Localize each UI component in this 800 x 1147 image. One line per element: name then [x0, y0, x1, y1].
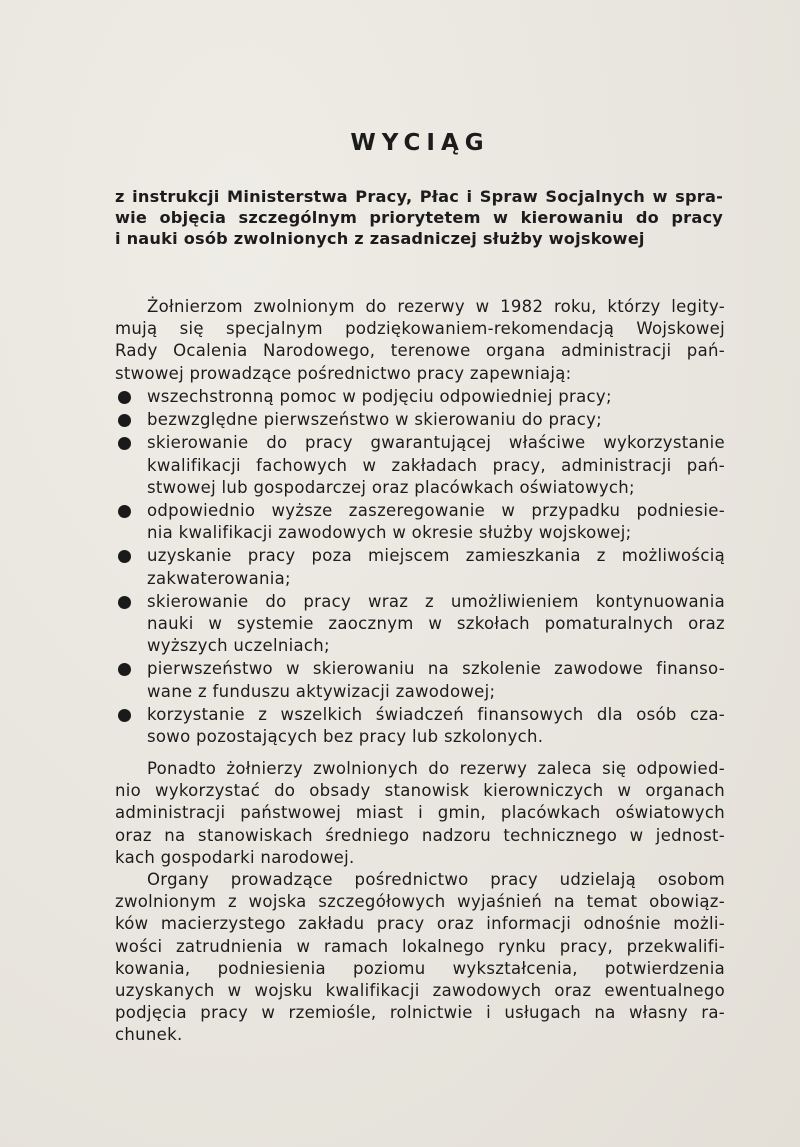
list-item-line: sowo pozostających bez pracy lub szkolonych. — [147, 727, 544, 747]
paragraph-line: uzyskanych w wojsku kwalifikacji zawodowych oraz ewentualnego — [115, 981, 725, 1001]
paragraph-line: Rady Ocalenia Narodowego, terenowe organa administracji pań- — [115, 341, 725, 361]
list-item-line: bezwzględne pierwszeństwo w skierowaniu do pracy; — [147, 410, 603, 430]
bullet-icon — [118, 414, 131, 427]
bullet-icon — [118, 596, 131, 609]
document-title: WYCIĄG — [350, 130, 490, 156]
paragraph-line: ków macierzystego zakładu pracy oraz informacji odnośnie możli- — [115, 914, 725, 934]
list-item-line: wyższych uczelniach; — [147, 636, 330, 656]
list-item-line: pierwszeństwo w skierowaniu na szkolenie zawodowe finanso- — [147, 659, 725, 679]
list-item-line: wane z funduszu aktywizacji zawodowej; — [147, 681, 496, 701]
subtitle-line: z instrukcji Ministerstwa Pracy, Płac i Spraw Socjalnych w spra- — [115, 187, 723, 206]
paragraph-line: nio wykorzystać do obsady stanowisk kierowniczych w organach — [115, 781, 725, 801]
list-item — [115, 545, 725, 589]
paragraph-line: stwowej prowadzące pośrednictwo pracy zapewniają: — [115, 363, 572, 383]
list-item — [115, 500, 725, 544]
list-item — [115, 432, 725, 499]
bullet-icon — [118, 437, 131, 450]
list-item-line: skierowanie do pracy wraz z umożliwieniem kontynuowania — [147, 591, 725, 611]
paragraph-line: wości zatrudnienia w ramach lokalnego rynku pracy, przekwalifi- — [115, 936, 725, 956]
list-item-line: nia kwalifikacji zawodowych w okresie służby wojskowej; — [147, 523, 632, 543]
list-item-line: wszechstronną pomoc w podjęciu odpowiedniej pracy; — [147, 387, 612, 406]
intro-paragraph — [115, 296, 725, 385]
list-item — [115, 658, 725, 702]
paragraph-line: chunek. — [115, 1025, 183, 1045]
paragraph-line: oraz na stanowiskach średniego nadzoru technicznego w jednost- — [115, 825, 725, 845]
bullet-icon — [118, 663, 131, 676]
paragraph-line: kowania, podniesienia poziomu wykształcenia, potwierdzenia — [115, 958, 725, 978]
list-item — [115, 386, 725, 408]
list-item — [115, 591, 725, 658]
bullet-icon — [118, 505, 131, 518]
paragraph-line: zwolnionym z wojska szczegółowych wyjaśnień na temat obowiąz- — [115, 892, 725, 912]
paragraph-line: Żołnierzom zwolnionym do rezerwy w 1982 roku, którzy legity- — [147, 297, 725, 316]
subtitle-line: wie objęcia szczególnym priorytetem w kierowaniu do pracy — [115, 208, 723, 227]
bullet-icon — [118, 550, 131, 563]
list-item-line: kwalifikacji fachowych w zakładach pracy, administracji pań- — [147, 455, 725, 475]
list-item — [115, 409, 725, 431]
benefits-list — [115, 386, 725, 749]
paragraph-line: Ponadto żołnierzy zwolnionych do rezerwy zaleca się odpowied- — [147, 759, 725, 778]
bullet-icon — [118, 709, 131, 722]
document-subtitle — [115, 186, 723, 249]
list-item-line: nauki w systemie zaocznym w szkołach pomaturalnych oraz — [147, 614, 725, 634]
paragraph-line: administracji państwowej miast i gmin, placówkach oświatowych — [115, 803, 725, 823]
list-item-line: skierowanie do pracy gwarantującej właściwe wykorzystanie — [147, 433, 725, 453]
paragraph-line: kach gospodarki narodowej. — [115, 847, 355, 867]
list-item-line: stwowej lub gospodarczej oraz placówkach oświatowych; — [147, 477, 635, 497]
list-item-line: korzystanie z wszelkich świadczeń finansowych dla osób cza- — [147, 704, 725, 724]
subtitle-line: i nauki osób zwolnionych z zasadniczej służby wojskowej — [115, 229, 645, 248]
list-item-line: uzyskanie pracy poza miejscem zamieszkania z możliwością — [147, 546, 725, 566]
paragraph-recommendation — [115, 758, 725, 869]
paragraph-employment-offices — [115, 869, 725, 1047]
paragraph-line: mują się specjalnym podziękowaniem-rekomendacją Wojskowej — [115, 319, 725, 339]
list-item — [115, 704, 725, 748]
bullet-icon — [118, 391, 131, 404]
paragraph-line: Organy prowadzące pośrednictwo pracy udzielają osobom — [147, 870, 725, 889]
list-item-line: odpowiednio wyższe zaszeregowanie w przypadku podniesie- — [147, 501, 725, 521]
list-item-line: zakwaterowania; — [147, 568, 291, 588]
paragraph-line: podjęcia pracy w rzemiośle, rolnictwie i usługach na własny ra- — [115, 1003, 725, 1023]
